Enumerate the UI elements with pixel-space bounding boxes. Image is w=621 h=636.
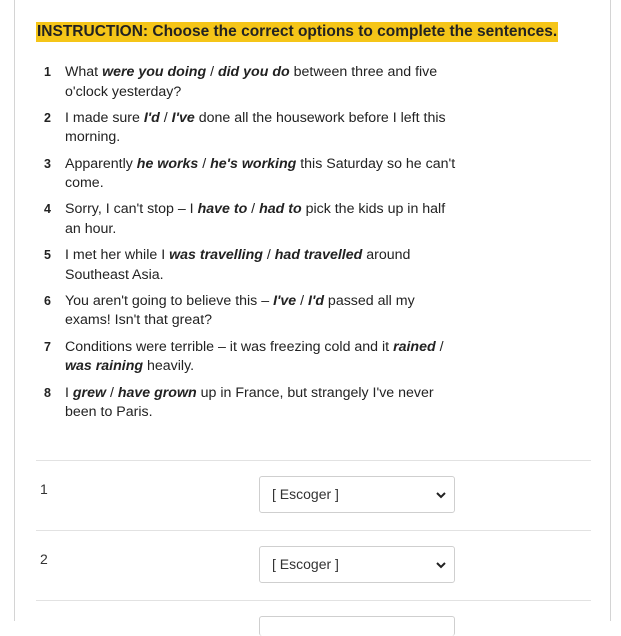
- option-a: was travelling: [169, 247, 263, 264]
- option-separator: /: [159, 109, 172, 126]
- separator-bottom: [36, 600, 591, 601]
- sentence-text-before: I met her while I: [65, 247, 170, 264]
- option-b: he's working: [210, 155, 297, 172]
- option-a: were you doing: [102, 64, 207, 80]
- sentence-text-before: Conditions were terrible – it was freezing cold and it: [65, 338, 394, 355]
- answer-select-2-value: [ Escoger ]: [272, 556, 339, 572]
- option-a: he works: [136, 155, 199, 172]
- sentence-text-before: Sorry, I can't stop – I: [65, 201, 198, 218]
- answer-select-1[interactable]: [259, 476, 455, 513]
- sentence-text-before: What: [65, 64, 103, 80]
- option-a: rained: [393, 338, 436, 355]
- sentence-item: [36, 384, 456, 423]
- sentence-number: 3: [44, 156, 51, 171]
- sentence-text-after: this Saturday so he can't come.: [65, 155, 456, 192]
- sentence-text-before: I made sure: [65, 109, 144, 126]
- sentence-text-before: You aren't going to believe this –: [65, 292, 274, 309]
- chevron-down-icon: [434, 558, 448, 572]
- sentence-list: [36, 63, 456, 429]
- sentence-item: [36, 155, 456, 194]
- option-separator: /: [198, 155, 211, 172]
- option-b: I've: [171, 109, 195, 126]
- sentence-item: [36, 246, 456, 285]
- option-separator: /: [435, 338, 444, 355]
- chevron-down-icon: [434, 488, 448, 502]
- option-b: did you do: [217, 64, 290, 80]
- separator-middle: [36, 530, 591, 531]
- sentence-item: [36, 292, 456, 331]
- option-a: have to: [197, 201, 248, 218]
- instruction-banner: INSTRUCTION: Choose the correct options to complete the sentences.: [37, 23, 558, 40]
- sentence-text-after: around Southeast Asia.: [65, 247, 411, 283]
- sentence-text-after: between three and five o'clock yesterday?: [65, 64, 438, 100]
- sentence-text-before: Apparently: [65, 155, 137, 172]
- option-separator: /: [206, 64, 218, 80]
- option-b: was raining: [65, 358, 144, 375]
- sentence-number: 5: [44, 248, 51, 263]
- sentence-number: 6: [44, 293, 51, 308]
- answer-select-1-value: [ Escoger ]: [272, 486, 339, 502]
- option-b: had travelled: [274, 247, 363, 264]
- option-b: have grown: [117, 384, 197, 401]
- sentence-number: 7: [44, 339, 51, 354]
- option-b: had to: [259, 201, 302, 218]
- sentence-item: [36, 200, 456, 239]
- option-separator: /: [296, 292, 308, 309]
- option-b: I'd: [308, 292, 324, 309]
- sentence-text-before: I: [65, 384, 73, 401]
- sentence-text-after: pick the kids up in half an hour.: [65, 201, 446, 237]
- sentence-item: [36, 63, 456, 102]
- answer-label-2: 2: [40, 551, 48, 567]
- option-a: I've: [273, 292, 297, 309]
- option-separator: /: [106, 384, 118, 401]
- sentence-item: [36, 109, 456, 148]
- sentence-text-after: up in France, but strangely I've never been to Paris.: [65, 384, 434, 421]
- option-a: grew: [72, 384, 107, 401]
- sentence-item: [36, 338, 456, 377]
- sentence-text-after: passed all my exams! Isn't that great?: [65, 292, 415, 329]
- sentence-text-after: done all the housework before I left this morning.: [65, 109, 446, 146]
- option-a: I'd: [143, 109, 160, 126]
- sentence-number: 2: [44, 110, 51, 125]
- answer-select-2[interactable]: [259, 546, 455, 583]
- sentence-number: 1: [44, 65, 51, 79]
- answer-label-1: 1: [40, 481, 48, 497]
- sentence-text-after: heavily.: [143, 358, 195, 375]
- sentence-number: 4: [44, 202, 51, 217]
- answer-select-3-partial[interactable]: [259, 616, 455, 636]
- sentence-number: 8: [44, 385, 51, 400]
- separator-top: [36, 460, 591, 461]
- option-separator: /: [247, 201, 260, 218]
- option-separator: /: [262, 247, 275, 264]
